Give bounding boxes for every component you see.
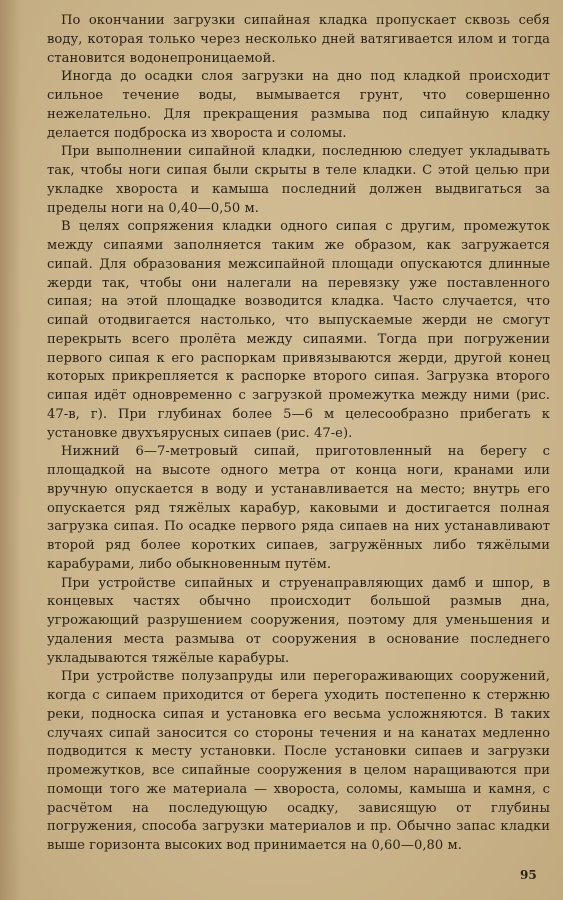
paragraph-6: При устройстве сипайных и струенаправляющих дамб и шпор, в концевых частях обычно происходит большой размыв дна, угрожающий разрушением сооружения, поэтому для уменьшения и удаления места размыва от сооружения в основание последнего укладываются тяжёлые карабуры. <box>47 575 550 666</box>
paragraph-1: По окончании загрузки сипайная кладка пропускает сквозь себя воду, которая только через несколько дней ватягивается илом и тогда становится водонепроницаемой. <box>47 13 550 66</box>
page-number: 95 <box>520 868 537 882</box>
paragraph-7: При устройстве полузапруды или перегораживающих сооружений, когда с сипаем приходится от берега уходить постепенно к стержню реки, подноска сипая и установка его весьма усложняются. В таких случаях сипай заносится со стороны течения и на канатах медленно подводится к месту установки. После установки сипаев и загрузки промежутков, все сипайные сооружения в целом наращиваются при помощи того же материала — хвороста, соломы, камыша и камня, с расчётом на последующую осадку, зависящую от глубины погружения, способа загрузки материалов и пр. Обычно запас кладки выше горизонта высоких вод принимается на 0,60—0,80 м. <box>47 669 550 853</box>
paragraph-3: При выполнении сипайной кладки, последнюю следует укладывать так, чтобы ноги сипая были скрыты в теле кладки. С этой целью при укладке хвороста и камыша последний должен выдвигаться за пределы ноги на 0,40—0,50 м. <box>47 144 550 216</box>
paragraph-2: Иногда до осадки слоя загрузки на дно под кладкой происходит сильное течение воды, вымывается грунт, что совершенно нежелательно. Для прекращения размыва под сипайную кладку делается подброска из хвороста и соломы. <box>47 69 550 141</box>
paragraph-5: Нижний 6—7-метровый сипай, приготовленный на берегу с площадкой на высоте одного метра от конца ноги, кранами или вручную опускается в воду и устанавливается на место; внутрь его опускается ряд тяжёлых карабур, каковыми и достигается полная загрузка сипая. По осадке первого ряда сипаев на них устанавливают второй ряд более коротких сипаев, загружённых либо тяжёлыми карабурами, либо обыкновенным путём. <box>47 444 550 572</box>
page-text <box>47 12 550 856</box>
paragraph-4: В целях сопряжения кладки одного сипая с другим, промежуток между сипаями заполняется таким же образом, как загружается сипай. Для образования межсипайной площади опускаются длинные жерди так, чтобы они налегали на перевязку уже поставленного сипая; на этой площадке возводится кладка. Часто случается, что сипай отодвигается настолько, что выпускаемые жерди не смогут перекрыть всего пролёта между сипаями. Тогда при погружении первого сипая к его распоркам привязываются жерди, другой конец которых прикрепляется к распорке второго сипая. Загрузка второго сипая идёт одновременно с загрузкой промежутка между ними (рис. 47-в, г). При глубинах более 5—6 м целесообразно прибегать к установке двухъярусных сипаев (рис. 47-е). <box>47 219 550 441</box>
